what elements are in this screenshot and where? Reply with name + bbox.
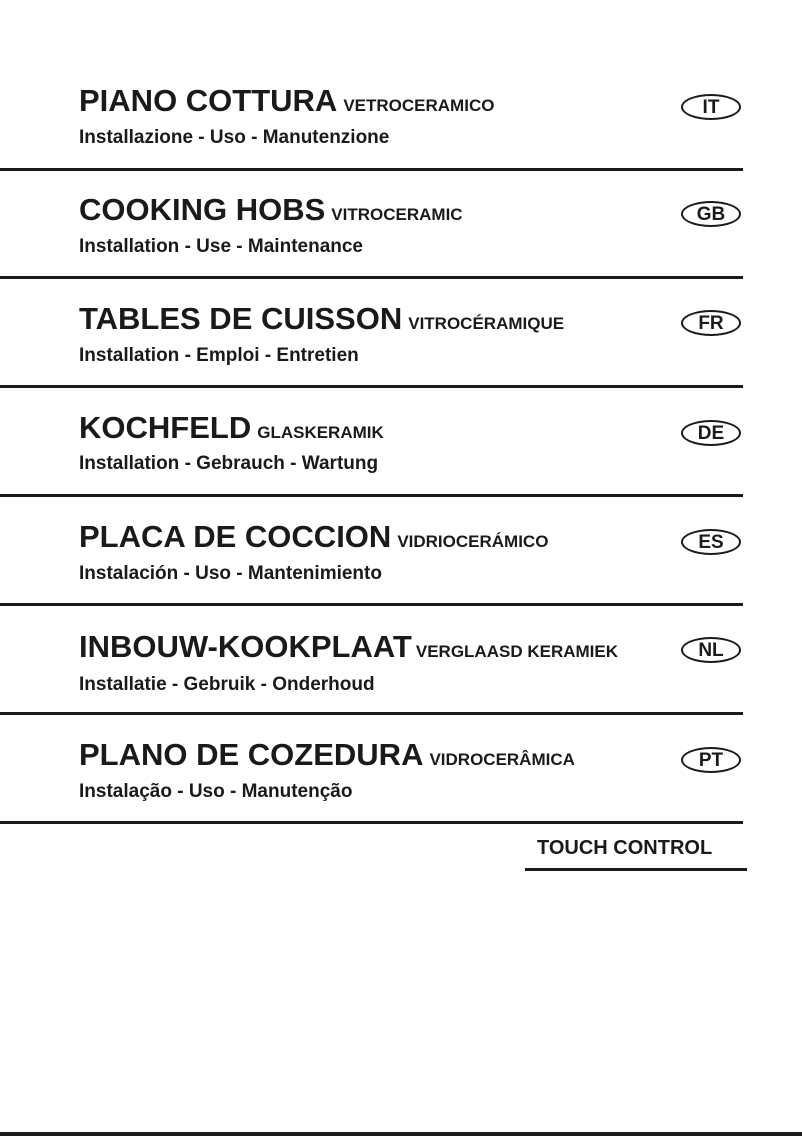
touch-control-label: TOUCH CONTROL (537, 837, 713, 859)
section-description-gb: Installation - Use - Maintenance (79, 236, 363, 257)
language-badge-nl: NL (681, 637, 741, 663)
divider (0, 276, 743, 279)
section-title-gb (79, 194, 463, 225)
product-title: PLACA DE COCCION (79, 519, 392, 554)
section-title-fr (79, 303, 564, 334)
product-subtitle: VITROCÉRAMIQUE (408, 314, 565, 333)
language-badge-gb: GB (681, 201, 741, 227)
divider (0, 385, 743, 388)
language-badge-es: ES (681, 529, 741, 555)
section-title-pt (79, 739, 575, 770)
section-title-de (79, 412, 384, 443)
product-title: PLANO DE COZEDURA (79, 737, 424, 772)
section-description-it: Installazione - Uso - Manutenzione (79, 127, 390, 148)
product-title: PIANO COTTURA (79, 83, 338, 118)
product-title: INBOUW-KOOKPLAAT (79, 629, 412, 664)
divider (0, 168, 743, 171)
section-description-de: Installation - Gebrauch - Wartung (79, 453, 379, 474)
section-description-fr: Installation - Emploi - Entretien (79, 345, 359, 366)
product-subtitle: VIDRIOCERÁMICO (397, 532, 549, 551)
section-title-es (79, 521, 548, 552)
language-badge-de: DE (681, 420, 741, 446)
product-subtitle: VIDROCERÂMICA (429, 750, 575, 769)
product-title: COOKING HOBS (79, 192, 326, 227)
section-title-it (79, 85, 494, 116)
product-subtitle: VETROCERAMICO (343, 96, 495, 115)
language-badge-it: IT (681, 94, 741, 120)
product-title: TABLES DE CUISSON (79, 301, 403, 336)
section-description-es: Instalación - Uso - Mantenimiento (79, 563, 382, 584)
language-badge-fr: FR (681, 310, 741, 336)
product-subtitle: GLASKERAMIK (257, 423, 384, 442)
product-subtitle: VITROCERAMIC (331, 205, 463, 224)
touch-control-underline (525, 868, 747, 871)
divider (0, 603, 743, 606)
divider (0, 821, 743, 824)
product-title: KOCHFELD (79, 410, 252, 445)
section-description-nl: Installatie - Gebruik - Onderhoud (79, 674, 375, 695)
bottom-rule (0, 1132, 802, 1136)
section-title-nl (79, 631, 618, 662)
divider (0, 712, 743, 715)
language-badge-pt: PT (681, 747, 741, 773)
product-subtitle: VERGLAASD KERAMIEK (415, 642, 618, 661)
section-description-pt: Instalação - Uso - Manutenção (79, 781, 353, 802)
divider (0, 494, 743, 497)
